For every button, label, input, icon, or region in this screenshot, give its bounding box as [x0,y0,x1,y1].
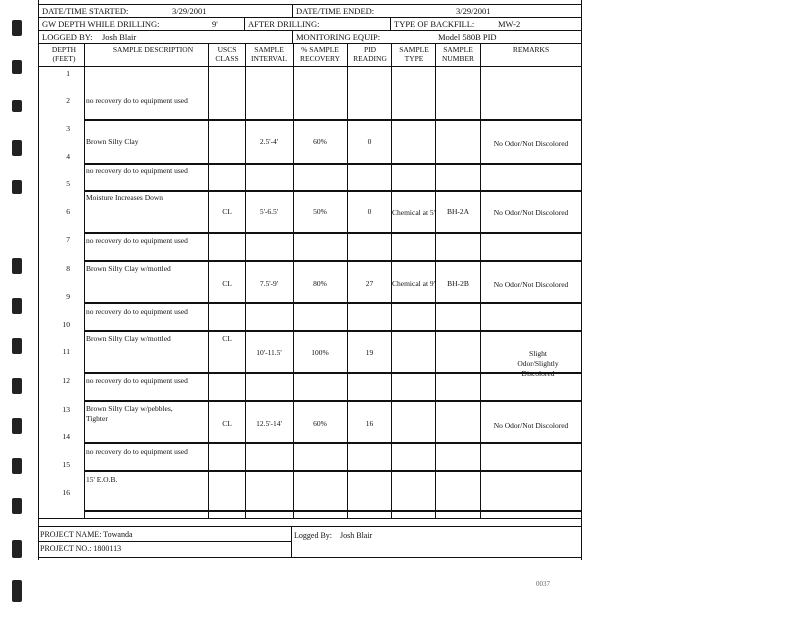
row-desc: no recovery do to equipment used [86,96,188,105]
date-started-value: 3/29/2001 [172,6,207,16]
depth-label: 15 [62,460,70,469]
row-desc: Brown Silty Clay [86,137,139,146]
row-interval: 2.5'-4' [259,137,279,146]
footer-logged-by-value: Josh Blair [340,531,373,540]
row-number: BH-2B [447,279,469,288]
row-pid: 0 [367,137,372,146]
footer-divider [291,526,292,558]
monitor-label: MONITORING EQUIP: [296,32,381,42]
row-desc: no recovery do to equipment used [86,447,188,456]
row-divider [84,260,582,262]
gw-depth-label: GW DEPTH WHILE DRILLING: [42,19,160,29]
header-divider [244,18,245,30]
binder-mark [12,298,22,314]
col-pid: PID READING [353,45,387,63]
date-ended-label: DATE/TIME ENDED: [296,6,375,16]
row-type: Chemical at 9' [392,279,436,288]
row-desc: no recovery do to equipment used [86,166,188,175]
border-left [38,0,39,560]
binder-mark [12,540,22,558]
depth-label: 2 [66,96,70,105]
binder-mark [12,20,22,36]
binder-mark [12,378,22,394]
header-row-gw [38,18,582,31]
row-pid: 0 [367,207,372,216]
row-remarks: No Odor/Not Discolored [493,421,569,430]
header-row-dates [38,5,582,18]
depth-label: 1 [66,69,70,78]
row-pid: 19 [365,348,374,357]
binder-mark [12,60,22,74]
row-divider [84,470,582,472]
depth-label: 13 [62,405,70,414]
row-remarks: No Odor/Not Discolored [493,139,569,148]
project-name-label: PROJECT NAME: [40,530,102,539]
row-divider [84,400,582,402]
binder-mark [12,498,22,514]
depth-label: 10 [62,320,70,329]
depth-label: 9 [66,292,70,301]
row-uscs: CL [222,207,232,216]
row-divider [84,510,582,512]
row-type: Chemical at 5' [392,208,436,217]
row-interval: 12.5'-14' [256,419,282,428]
row-interval: 10'-11.5' [256,348,282,357]
header-divider [390,18,391,30]
col-line [480,44,481,518]
binder-mark [12,338,22,354]
border-right [581,0,582,560]
project-name-value: Towanda [103,530,133,539]
boring-log-sheet [38,0,582,560]
footer-bottom-rule [38,557,582,558]
row-interval: 7.5'-9' [259,279,279,288]
row-interval: 5'-6.5' [259,207,279,216]
row-divider [84,232,582,234]
row-divider [84,442,582,444]
row-number: BH-2A [446,207,470,216]
row-desc: no recovery do to equipment used [86,307,188,316]
row-desc: Brown Silty Clay w/mottled [86,334,171,343]
footer-top-rule [38,526,582,527]
project-no-label: PROJECT NO.: [40,544,92,553]
footer-logged-by-label: Logged By: [294,531,332,540]
after-drilling-label: AFTER DRILLING: [248,19,320,29]
depth-label: 7 [66,235,70,244]
col-description: SAMPLE DESCRIPTION [112,45,194,54]
header-divider [292,31,293,43]
backfill-label: TYPE OF BACKFILL: [394,19,475,29]
header-row-logged [38,31,582,44]
row-divider [84,302,582,304]
gw-depth-value: 9' [212,19,218,29]
project-name [40,530,133,539]
row-desc: 15' E.O.B. [86,475,118,484]
row-divider [84,163,582,165]
depth-label: 12 [62,376,70,385]
monitor-value: Model 580B PID [438,32,497,42]
date-ended-value: 3/29/2001 [456,6,491,16]
depth-label: 8 [66,264,70,273]
row-divider [84,330,582,332]
page-mark: 0037 [536,580,550,588]
footer-mid-rule [38,541,291,542]
backfill-value: MW-2 [498,19,521,29]
date-started-label: DATE/TIME STARTED: [42,6,129,16]
row-desc: Brown Silty Clay w/pebbles, Tighter [86,404,173,423]
binder-mark [12,258,22,274]
depth-label: 6 [66,207,70,216]
binder-mark [12,140,22,156]
row-recovery: 50% [313,207,327,216]
depth-label: 14 [62,432,70,441]
header-bottom-rule [38,66,582,67]
col-recovery: % SAMPLE RECOVERY [299,45,340,63]
row-desc: Brown Silty Clay w/mottled [86,264,171,273]
row-recovery: 80% [313,279,327,288]
row-divider [84,119,582,121]
row-desc: Moisture Increases Down [86,193,164,202]
depth-label: 4 [66,152,70,161]
col-type: SAMPLE TYPE [399,45,429,63]
col-number: SAMPLE NUMBER [441,45,475,63]
row-uscs: CL [222,419,232,428]
row-remarks: Slight Odor/Slightly Discolored [517,349,559,378]
col-line [84,44,85,518]
row-recovery: 60% [313,419,327,428]
logged-by-label: LOGGED BY: [42,32,93,42]
binder-mark [12,418,22,434]
row-desc: no recovery do to equipment used [86,236,188,245]
depth-label: 11 [62,347,70,356]
logged-by-value: Josh Blair [102,32,137,42]
col-depth: DEPTH (FEET) [51,45,77,63]
header-divider [292,5,293,17]
row-divider [84,190,582,192]
project-number [40,544,121,553]
binder-mark [12,100,22,112]
footer-logged-by [294,531,372,540]
row-pid: 16 [365,419,374,428]
row-remarks: No Odor/Not Discolored [493,208,569,217]
col-interval: SAMPLE INTERVAL [251,45,287,63]
row-pid: 27 [365,279,374,288]
depth-label: 16 [62,488,70,497]
depth-label: 3 [66,124,70,133]
project-no-value: 1800113 [93,544,122,553]
binder-mark [12,458,22,474]
binder-mark [12,180,22,194]
depth-label: 5 [66,179,70,188]
row-recovery: 60% [313,137,327,146]
row-remarks: No Odor/Not Discolored [493,280,569,289]
binder-mark [12,580,22,602]
row-desc: no recovery do to equipment used [86,376,188,385]
table-bottom-rule [38,518,582,519]
row-uscs: CL [222,334,232,343]
col-remarks: REMARKS [512,45,550,54]
row-recovery: 100% [311,348,329,357]
row-uscs: CL [222,279,232,288]
col-uscs: USCS CLASS [215,45,239,63]
